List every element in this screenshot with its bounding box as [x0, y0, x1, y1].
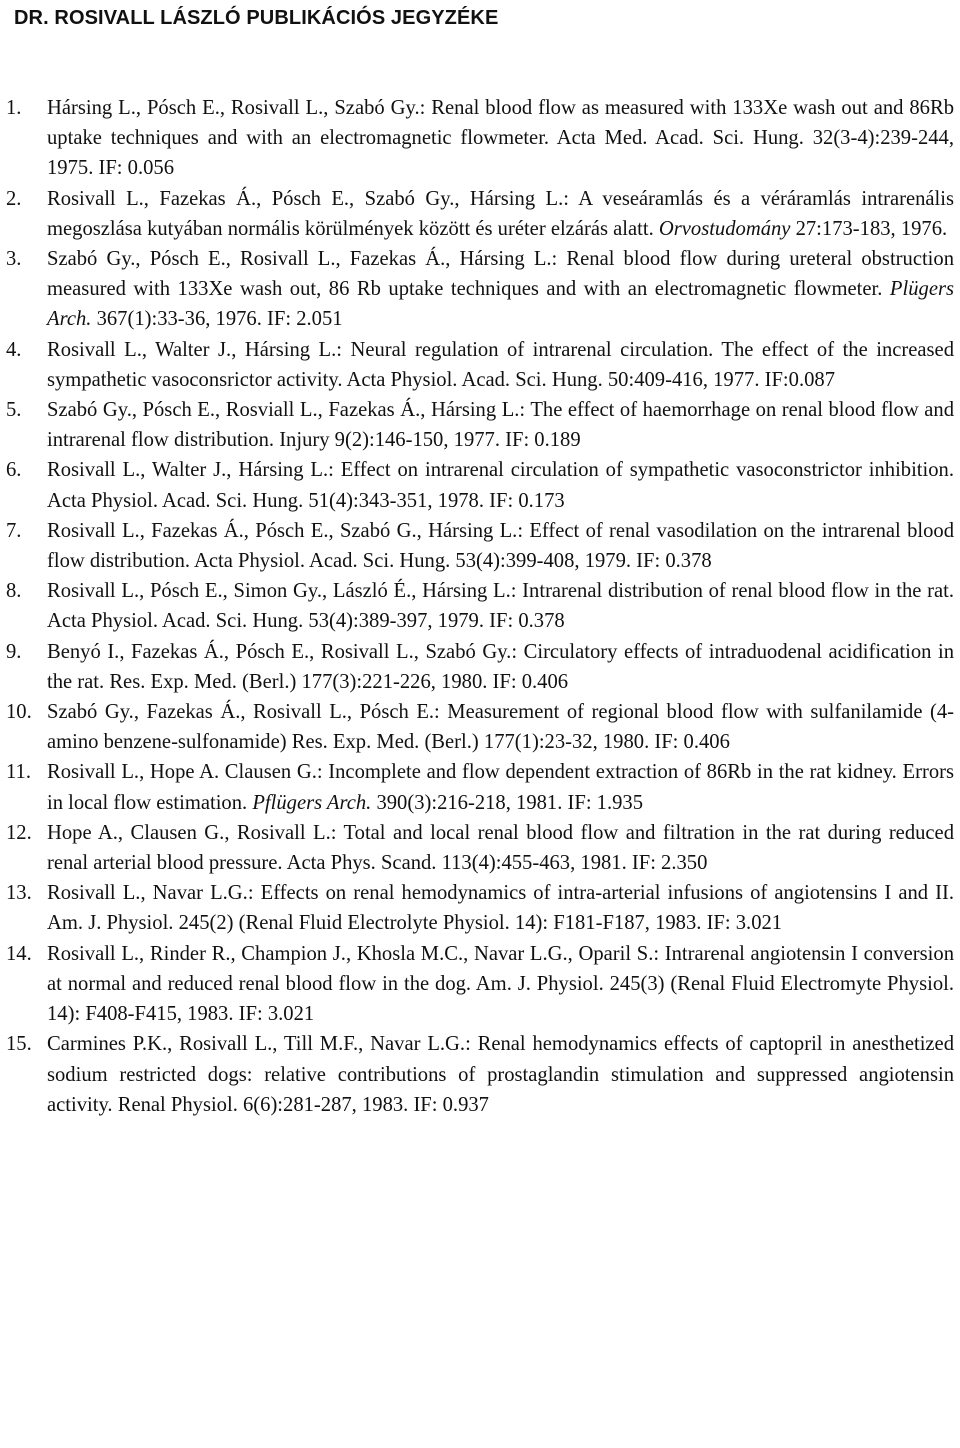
publication-item	[0, 576, 960, 636]
publication-number: 13.	[6, 882, 32, 905]
publication-journal: Orvostudomány	[658, 217, 791, 240]
publication-journal: Plügers Arch.	[47, 278, 954, 331]
publication-number: 4.	[6, 338, 22, 361]
publication-item	[0, 93, 960, 184]
publication-citation: 27:173-183, 1976.	[790, 217, 948, 240]
publication-text: Rosivall L., Walter J., Hársing L.: Effect on intrarenal circulation of sympathetic vasoconstrictor inhibition. Acta Physiol. Acad. Sci. Hung. 51(4):343-351, 1978. IF: 0.173	[47, 459, 954, 512]
publication-text: Rosivall L., Walter J., Hársing L.: Neural regulation of intrarenal circulation. The effect of the increased sympathetic vasoconsrictor activity. Acta Physiol. Acad. Sci. Hung. 50:409-416, 1977. IF:0.087	[47, 338, 954, 391]
publication-item	[0, 335, 960, 395]
publication-item	[0, 244, 960, 335]
publication-item	[0, 939, 960, 1030]
publication-text: Hope A., Clausen G., Rosivall L.: Total and local renal blood flow and filtration in the rat during reduced renal arterial blood pressure. Acta Phys. Scand. 113(4):455-463, 1981. IF: 2.350	[47, 821, 954, 875]
publication-item	[0, 818, 960, 878]
publication-item	[0, 395, 960, 455]
publication-number: 3.	[6, 248, 22, 271]
publication-journal: Pflügers Arch.	[252, 791, 372, 814]
publication-text: Rosivall L., Pósch E., Simon Gy., László É., Hársing L.: Intrarenal distribution of renal blood flow in the rat. Acta Physiol. Acad. Sci. Hung. 53(4):389-397, 1979. IF: 0.378	[47, 580, 954, 633]
publication-item	[0, 878, 960, 938]
publication-number: 15.	[6, 1033, 32, 1056]
publication-number: 2.	[6, 187, 22, 210]
publication-number: 6.	[6, 459, 22, 482]
publication-text: Szabó Gy., Fazekas Á., Rosivall L., Pósch E.: Measurement of regional blood flow with sulfanilamide (4-amino benzene-sulfonamide) Res. Exp. Med. (Berl.) 177(1):23-32, 1980. IF: 0.406	[47, 701, 954, 754]
publication-text: Hársing L., Pósch E., Rosivall L., Szabó Gy.: Renal blood flow as measured with 133Xe wash out and 86Rb uptake techniques and with an electromagnetic flowmeter. Acta Med. Acad. Sci. Hung. 32(3-4):239-244, 1975. IF: 0.056	[47, 97, 954, 180]
publication-text: Rosivall L., Hope A. Clausen G.: Incomplete and flow dependent extraction of 86Rb in the rat kidney. Errors in local flow estimation.	[47, 761, 954, 814]
publication-number: 9.	[6, 640, 22, 663]
publication-item	[0, 757, 960, 817]
publication-item	[0, 637, 960, 697]
publication-number: 8.	[6, 580, 22, 603]
publication-number: 5.	[6, 399, 22, 422]
publication-text: Rosivall L., Fazekas Á., Pósch E., Szabó G., Hársing L.: Effect of renal vasodilation on the intrarenal blood flow distribution. Acta Physiol. Acad. Sci. Hung. 53(4):399-408, 1979. IF: 0.378	[47, 519, 954, 573]
publication-number: 7.	[6, 519, 22, 542]
publication-citation: 367(1):33-36, 1976. IF: 2.051	[91, 308, 343, 331]
publication-number: 14.	[6, 942, 32, 965]
publication-number: 10.	[6, 701, 32, 724]
page-title: DR. ROSIVALL LÁSZLÓ PUBLIKÁCIÓS JEGYZÉKE	[14, 7, 499, 29]
publication-text: Rosivall L., Navar L.G.: Effects on renal hemodynamics of intra-arterial infusions of angiotensins I and II. Am. J. Physiol. 245(2) (Renal Fluid Electrolyte Physiol. 14): F181-F187, 1983. IF: 3.021	[47, 882, 954, 935]
publication-citation: 390(3):216-218, 1981. IF: 1.935	[371, 791, 644, 814]
publication-text: Szabó Gy., Pósch E., Rosviall L., Fazekas Á., Hársing L.: The effect of haemorrhage on renal blood flow and intrarenal flow distribution. Injury 9(2):146-150, 1977. IF: 0.189	[47, 399, 954, 452]
publication-number: 1.	[6, 97, 22, 119]
publication-number: 11.	[6, 761, 31, 784]
publication-list	[0, 93, 960, 1120]
publication-item	[0, 184, 960, 244]
publication-item	[0, 1029, 960, 1120]
publication-text: Rosivall L., Rinder R., Champion J., Khosla M.C., Navar L.G., Oparil S.: Intrarenal angiotensin I conversion at normal and reduced renal blood flow in the dog. Am. J. Physiol. 245(3) (Renal Fluid Electromyte Physiol. 14): F408-F415, 1983. IF: 3.021	[47, 942, 954, 1026]
publication-item	[0, 697, 960, 757]
publication-item	[0, 516, 960, 576]
publication-text: Carmines P.K., Rosivall L., Till M.F., Navar L.G.: Renal hemodynamics effects of captopril in anesthetized sodium restricted dogs: relative contributions of prostaglandin stimulation and suppressed angiotensin activity. Renal Physiol. 6(6):281-287, 1983. IF: 0.937	[47, 1033, 954, 1116]
publication-item	[0, 455, 960, 515]
publication-text: Benyó I., Fazekas Á., Pósch E., Rosivall L., Szabó Gy.: Circulatory effects of intraduodenal acidification in the rat. Res. Exp. Med. (Berl.) 177(3):221-226, 1980. IF: 0.406	[47, 640, 954, 693]
publication-number: 12.	[6, 821, 32, 844]
publication-text: Rosivall L., Fazekas Á., Pósch E., Szabó Gy., Hársing L.: A veseáramlás és a véráramlás intrarenális megoszlása kutyában normális körülmények között és uréter elzárás alatt.	[47, 187, 954, 240]
publication-text: Szabó Gy., Pósch E., Rosivall L., Fazekas Á., Hársing L.: Renal blood flow during ureteral obstruction measured with 133Xe wash out, 86 Rb uptake techniques and with an electromagnetic flowmeter.	[47, 248, 954, 301]
